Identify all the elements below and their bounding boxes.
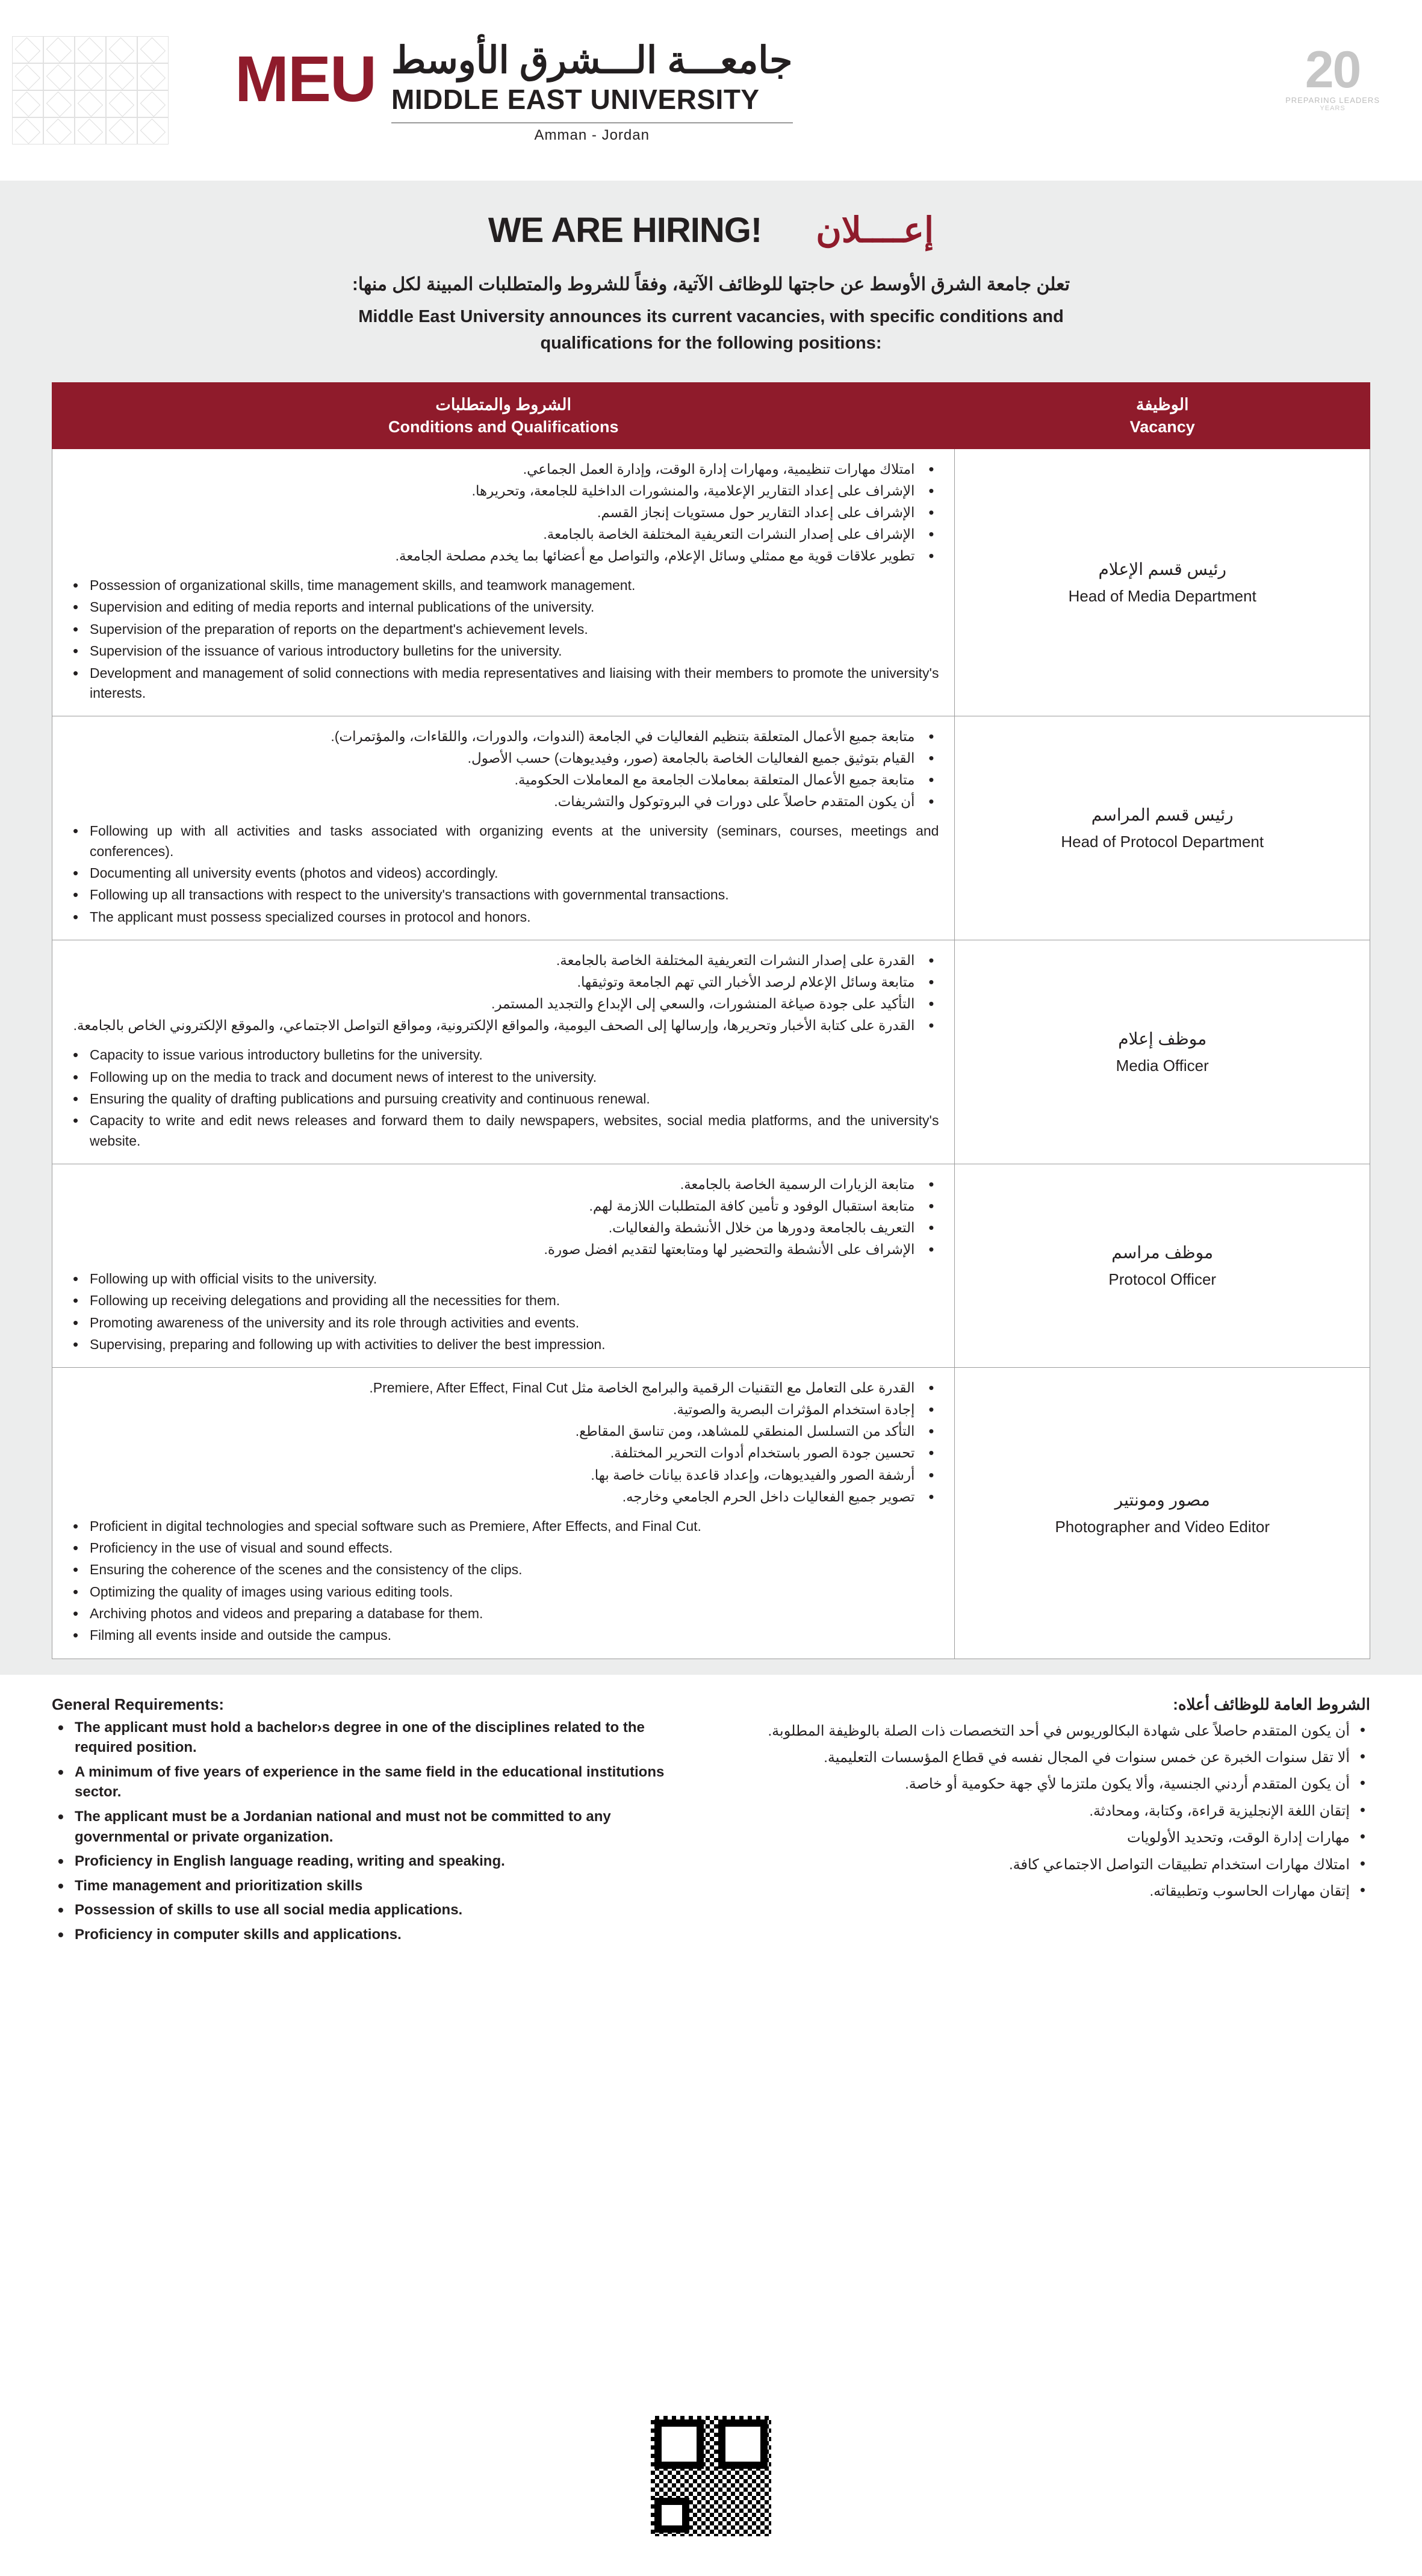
list-item: • Proficient in digital technologies and special software such as Premiere, After Effects, and Final Cut.: [90, 1516, 939, 1536]
table-row: [52, 1164, 1370, 1368]
anniversary-badge: [1285, 41, 1380, 113]
university-logo: [235, 37, 793, 143]
vacancy-title-english: Media Officer: [1116, 1056, 1209, 1075]
list-item: • Possession of organizational skills, time management skills, and teamwork management.: [90, 576, 939, 595]
intro-english-line2: qualifications for the following positions:: [540, 334, 882, 353]
list-item: • Documenting all university events (photos and videos) accordingly.: [90, 863, 939, 883]
table-row: [52, 1368, 1370, 1659]
decorative-pattern: [12, 36, 169, 144]
list-item: • The applicant must possess specialized courses in protocol and honors.: [90, 907, 939, 927]
vacancy-title-english: Head of Protocol Department: [1061, 833, 1264, 851]
list-item: • The applicant must be a Jordanian national and must not be committed to any governmental or private organization.: [75, 1807, 671, 1847]
list-item: • القدرة على كتابة الأخبار وتحريرها، وإرسالها إلى الصحف اليومية، والمواقع الإلكترونية، ومواقع التواصل الاجتماعي، والموقع الإلكتروني الخاص بالجامعة.: [68, 1015, 918, 1035]
vacancy-title-arabic: موظف مراسم: [1111, 1243, 1214, 1262]
list-item: • Possession of skills to use all social media applications.: [75, 1900, 671, 1920]
list-item: • إتقان مهارات الحاسوب وتطبيقاته.: [751, 1880, 1350, 1903]
intro-english-line1: Middle East University announces its current vacancies, with specific conditions and: [358, 307, 1064, 326]
conditions-list-arabic: [68, 459, 939, 566]
conditions-cell: [52, 716, 955, 940]
list-item: • Supervision and editing of media reports and internal publications of the university.: [90, 597, 939, 617]
vacancy-title-english: Head of Media Department: [1068, 587, 1256, 606]
list-item: • أن يكون المتقدم حاصلاً على دورات في البروتوكول والتشريفات.: [68, 791, 918, 812]
vacancy-cell: [955, 940, 1370, 1164]
list-item: • التعريف بالجامعة ودورها من خلال الأنشطة والفعاليات.: [68, 1217, 918, 1238]
list-item: • A minimum of five years of experience in the same field in the educational institutions sector.: [75, 1762, 671, 1802]
conditions-list-arabic: [68, 1174, 939, 1259]
list-item: • Ensuring the coherence of the scenes and the consistency of the clips.: [90, 1560, 939, 1580]
list-item: • The applicant must hold a bachelor›s degree in one of the disciplines related to the required position.: [75, 1718, 671, 1758]
vacancy-title-english: Photographer and Video Editor: [1055, 1518, 1270, 1536]
list-item: • Supervising, preparing and following up with activities to deliver the best impression.: [90, 1335, 939, 1355]
table-row: [52, 716, 1370, 940]
list-item: • ألا تقل سنوات الخبرة عن خمس سنوات في المجال نفسه في قطاع المؤسسات التعليمية.: [751, 1746, 1350, 1769]
list-item: • Archiving photos and videos and preparing a database for them.: [90, 1604, 939, 1624]
list-item: • Optimizing the quality of images using various editing tools.: [90, 1582, 939, 1602]
general-requirements-title-ar: الشروط العامة للوظائف أعلاه:: [1173, 1695, 1370, 1713]
university-name-english: MIDDLE EAST UNIVERSITY: [391, 83, 760, 115]
list-item: • Filming all events inside and outside the campus.: [90, 1625, 939, 1645]
table-row: [52, 940, 1370, 1164]
conditions-list-english: [68, 1269, 939, 1355]
general-requirements-section: [0, 1675, 1422, 2576]
list-item: • Promoting awareness of the university and its role through activities and events.: [90, 1313, 939, 1333]
conditions-cell: [52, 1368, 955, 1659]
column-header-vacancy: [955, 383, 1370, 449]
vacancy-cell: [955, 1368, 1370, 1659]
conditions-cell: [52, 1164, 955, 1368]
vacancy-cell: [955, 1164, 1370, 1368]
list-item: • إتقان اللغة الإنجليزية قراءة، وكتابة، ومحادثة.: [751, 1800, 1350, 1823]
vacancy-title-arabic: موظف إعلام: [1118, 1029, 1207, 1048]
list-item: • متابعة جميع الأعمال المتعلقة بتنظيم الفعاليات في الجامعة (الندوات، والدورات، واللقاءات، والمؤتمرات).: [68, 726, 918, 746]
list-item: • الإشراف على الأنشطة والتحضير لها ومتابعتها لتقديم افضل صورة.: [68, 1239, 918, 1259]
university-location: Amman - Jordan: [534, 126, 650, 143]
column-header-conditions-ar: الشروط والمتطلبات: [435, 396, 572, 414]
column-header-conditions-en: Conditions and Qualifications: [388, 417, 619, 436]
list-item: • مهارات إدارة الوقت، وتحديد الأولويات: [751, 1826, 1350, 1849]
list-item: • أن يكون المتقدم حاصلاً على شهادة البكالوريوس في أحد التخصصات ذات الصلة بالوظيفة المطلوبة.: [751, 1720, 1350, 1743]
list-item: • تحسين جودة الصور باستخدام أدوات التحرير المختلفة.: [68, 1442, 918, 1463]
vacancy-title-english: Protocol Officer: [1108, 1270, 1217, 1289]
hiring-title-english: WE ARE HIRING!: [488, 210, 762, 250]
list-item: • متابعة وسائل الإعلام لرصد الأخبار التي تهم الجامعة وتوثيقها.: [68, 972, 918, 992]
list-item: • الإشراف على إعداد التقارير الإعلامية، والمنشورات الداخلية للجامعة، وتحريرها.: [68, 480, 918, 501]
general-requirements-list-ar: [751, 1720, 1370, 1904]
vacancies-table: [52, 382, 1370, 1659]
vacancy-title-arabic: رئيس قسم المراسم: [1091, 805, 1234, 825]
list-item: • Capacity to issue various introductory bulletins for the university.: [90, 1045, 939, 1065]
column-header-vacancy-en: Vacancy: [1129, 417, 1195, 436]
list-item: • Supervision of the issuance of various introductory bulletins for the university.: [90, 641, 939, 661]
vacancy-cell: [955, 448, 1370, 716]
vacancy-title-arabic: رئيس قسم الإعلام: [1098, 560, 1226, 579]
vacancy-title-arabic: مصور ومونتير: [1114, 1491, 1210, 1509]
list-item: • Time management and prioritization skills: [75, 1876, 671, 1896]
general-requirements-english: [52, 1695, 671, 1949]
list-item: • إجادة استخدام المؤثرات البصرية والصوتية.: [68, 1399, 918, 1420]
list-item: • القدرة على إصدار النشرات التعريفية المختلفة الخاصة بالجامعة.: [68, 950, 918, 970]
conditions-list-english: [68, 821, 939, 927]
hiring-title-arabic: إعــــلان: [816, 211, 934, 250]
list-item: • Following up with all activities and tasks associated with organizing events at the university (seminars, courses, meetings and conferences).: [90, 821, 939, 861]
list-item: • تطوير علاقات قوية مع ممثلي وسائل الإعلام، والتواصل مع أعضائها بما يخدم مصلحة الجامعة.: [68, 545, 918, 566]
list-item: • Proficiency in computer skills and applications.: [75, 1925, 671, 1945]
conditions-cell: [52, 448, 955, 716]
list-item: • التأكيد على جودة صياغة المنشورات، والسعي إلى الإبداع والتجديد المستمر.: [68, 993, 918, 1014]
conditions-list-arabic: [68, 950, 939, 1035]
intro-arabic: تعلن جامعة الشرق الأوسط عن حاجتها للوظائف الآتية، وفقاً للشروط والمتطلبات المبينة لكل منها:: [352, 275, 1070, 294]
list-item: • أن يكون المتقدم أردني الجنسية، وألا يكون ملتزما لأي جهة حكومية أو خاصة.: [751, 1773, 1350, 1796]
list-item: • متابعة الزيارات الرسمية الخاصة بالجامعة.: [68, 1174, 918, 1194]
list-item: • القيام بتوثيق جميع الفعاليات الخاصة بالجامعة (صور، وفيديوهات) حسب الأصول.: [68, 748, 918, 768]
table-header-row: [52, 383, 1370, 449]
general-requirements-list-en: [52, 1718, 671, 1945]
logo-divider: [391, 122, 793, 123]
list-item: • Following up all transactions with respect to the university's transactions with governmental transactions.: [90, 885, 939, 905]
anniversary-number: 20: [1305, 41, 1361, 99]
list-item: • القدرة على التعامل مع التقنيات الرقمية والبرامج الخاصة مثل Premiere, After Effect, Final Cut.: [68, 1377, 918, 1398]
title-section: [0, 181, 1422, 362]
vacancy-cell: [955, 716, 1370, 940]
list-item: • Following up receiving delegations and providing all the necessities for them.: [90, 1291, 939, 1311]
conditions-list-english: [68, 1516, 939, 1646]
list-item: • Proficiency in the use of visual and sound effects.: [90, 1538, 939, 1558]
meu-logo-mark: MEU: [235, 42, 376, 116]
list-item: • امتلاك مهارات استخدام تطبيقات التواصل الاجتماعي كافة.: [751, 1854, 1350, 1876]
list-item: • الإشراف على إعداد التقارير حول مستويات إنجاز القسم.: [68, 502, 918, 523]
conditions-list-english: [68, 1045, 939, 1151]
conditions-list-arabic: [68, 726, 939, 812]
table-body: [52, 448, 1370, 1659]
column-header-conditions: [52, 383, 955, 449]
column-header-vacancy-ar: الوظيفة: [1136, 396, 1189, 414]
list-item: • امتلاك مهارات تنظيمية، ومهارات إدارة الوقت، وإدارة العمل الجماعي.: [68, 459, 918, 479]
list-item: • التأكد من التسلسل المنطقي للمشاهد، ومن تناسق المقاطع.: [68, 1421, 918, 1441]
conditions-list-english: [68, 576, 939, 703]
list-item: • الإشراف على إصدار النشرات التعريفية المختلفة الخاصة بالجامعة.: [68, 524, 918, 544]
anniversary-sub: PREPARING LEADERS: [1285, 96, 1380, 105]
table-row: [52, 448, 1370, 716]
list-item: • متابعة استقبال الوفود و تأمين كافة المتطلبات اللازمة لهم.: [68, 1196, 918, 1216]
list-item: • Following up with official visits to the university.: [90, 1269, 939, 1289]
vacancies-table-wrapper: [0, 362, 1422, 1659]
conditions-cell: [52, 940, 955, 1164]
list-item: • Supervision of the preparation of reports on the department's achievement levels.: [90, 619, 939, 639]
list-item: • تصوير جميع الفعاليات داخل الحرم الجامعي وخارجه.: [68, 1486, 918, 1507]
list-item: • Following up on the media to track and document news of interest to the university.: [90, 1067, 939, 1087]
university-name-arabic: جامعـــة الـــشرق الأوسط: [391, 40, 793, 82]
conditions-list-arabic: [68, 1377, 939, 1506]
general-requirements-arabic: [751, 1695, 1370, 1907]
list-item: • Ensuring the quality of drafting publications and pursuing creativity and continuous renewal.: [90, 1089, 939, 1109]
list-item: • Proficiency in English language reading, writing and speaking.: [75, 1851, 671, 1872]
page-header: [0, 0, 1422, 181]
anniversary-years-label: YEARS: [1320, 105, 1346, 113]
qr-code[interactable]: [645, 2410, 777, 2542]
list-item: • Development and management of solid connections with media representatives and liaising with their members to promote the university's interests.: [90, 663, 939, 704]
general-requirements-title-en: General Requirements:: [52, 1695, 225, 1713]
list-item: • أرشفة الصور والفيديوهات، وإعداد قاعدة بيانات خاصة بها.: [68, 1465, 918, 1485]
list-item: • Capacity to write and edit news releases and forward them to daily newspapers, websites, social media platforms, and the university's website.: [90, 1111, 939, 1151]
list-item: • متابعة جميع الأعمال المتعلقة بمعاملات الجامعة مع المعاملات الحكومية.: [68, 769, 918, 790]
